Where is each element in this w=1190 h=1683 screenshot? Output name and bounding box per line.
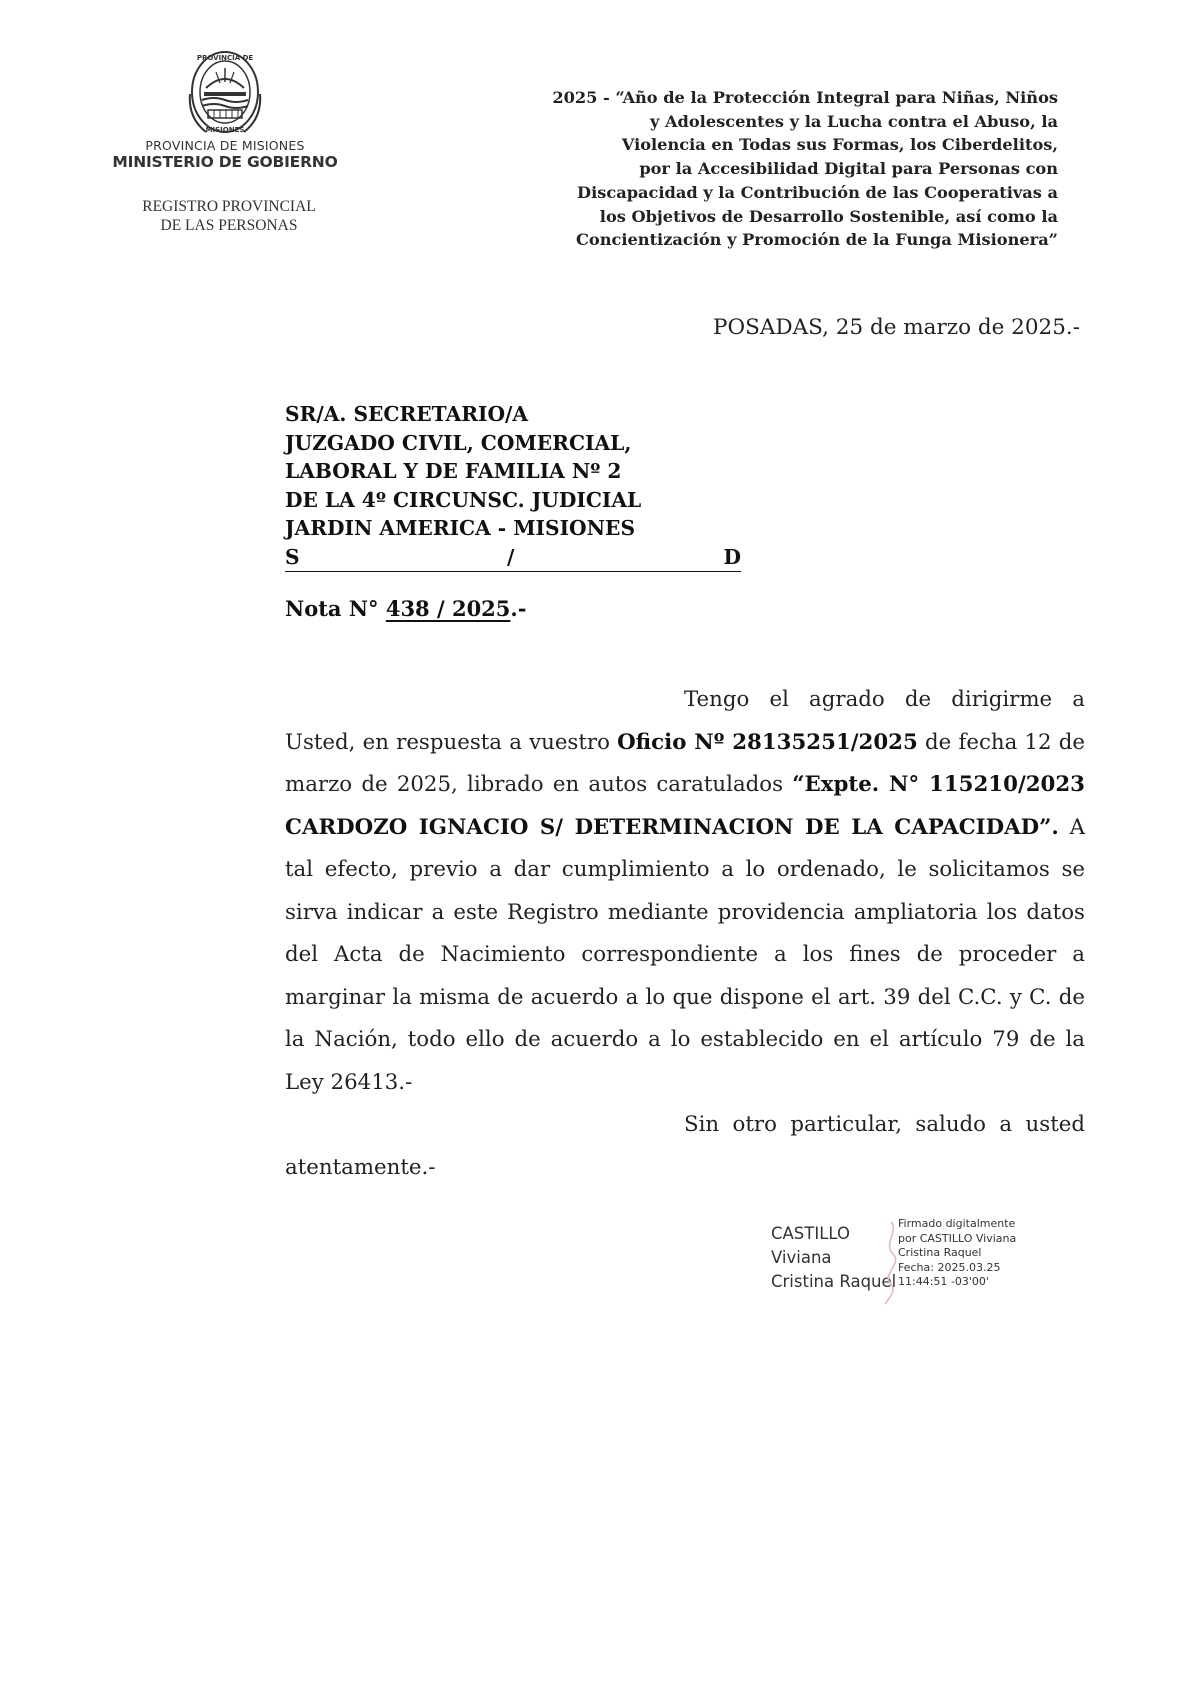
note-suffix: .- [510, 596, 527, 621]
sd-s: S [285, 544, 300, 569]
letter-date: POSADAS, 25 de marzo de 2025.- [713, 315, 1080, 340]
signature-details [898, 1217, 1058, 1290]
ministry-name: MINISTERIO DE GOBIERNO [112, 153, 338, 171]
note-number [285, 596, 526, 621]
addressee-line: JARDIN AMERICA - MISIONES [285, 516, 636, 540]
motto-line: por la Accesibilidad Digital para Personas con [639, 159, 1058, 179]
letter-body [285, 679, 1085, 1189]
body-text: A tal efecto, previo a dar cumplimiento a lo ordenado, le solicitamos se sirva indicar a este Registro mediante providencia ampliatoria los datos del Acta de Nacimiento correspondiente a los fines de proceder a marginar la misma de acuerdo a lo que dispone el art. 39 del C.C. y C. de la Nación, todo ello de acuerdo a lo establecido en el artículo 79 de la Ley 26413.- [285, 814, 1085, 1095]
body-text: Tengo el agrado de dirigirme a Usted, en respuesta a vuestro [285, 687, 1085, 755]
motto-line: 2025 - “Año de la Protección Integral para Niñas, Niños [552, 88, 1058, 107]
motto-line: Discapacidad y la Contribución de las Cooperativas a [577, 182, 1058, 202]
addressee-block [285, 400, 745, 572]
registry-name-line2: DE LAS PERSONAS [160, 217, 298, 234]
emblem-top-text: PROVINCIA DE [196, 54, 254, 62]
year-motto [438, 86, 1058, 252]
addressee-line: SR/A. SECRETARIO/A [285, 402, 529, 426]
motto-line: los Objetivos de Desarrollo Sostenible, así como la [599, 206, 1058, 226]
sd-slash: / [507, 544, 515, 569]
body-text: de fecha 12 de marzo de 2025, librado en autos caratulados [285, 729, 1086, 797]
signature-detail-line: Fecha: 2025.03.25 [898, 1260, 1001, 1274]
motto-line: y Adolescentes y la Lucha contra el Abuso, la [649, 111, 1058, 131]
closing-paragraph: Sin otro particular, saludo a usted atentamente.- [285, 1112, 1085, 1180]
motto-line: Concientización y Promoción de la Funga Misionera” [576, 230, 1058, 250]
addressee-line: DE LA 4º CIRCUNSC. JUDICIAL [285, 487, 642, 512]
body-paragraph [285, 679, 1085, 1104]
signer-name-line: Cristina Raquel [771, 1272, 897, 1291]
note-label: Nota N° [285, 596, 379, 621]
signature-detail-line: Cristina Raquel [898, 1246, 982, 1259]
oficio-reference: Oficio Nº 28135251/2025 [617, 729, 918, 755]
registry-name-line1: REGISTRO PROVINCIAL [142, 198, 316, 215]
signer-name-line: Viviana [771, 1248, 832, 1267]
signer-name-line: CASTILLO [771, 1224, 851, 1243]
note-number-value: 438 / 2025 [385, 596, 511, 621]
addressee-line: LABORAL Y DE FAMILIA Nº 2 [285, 459, 622, 483]
signature-detail-line: por CASTILLO Viviana [898, 1231, 1017, 1245]
province-coat-of-arms-icon [186, 48, 264, 140]
sd-line [285, 543, 741, 573]
signature-detail-line: Firmado digitalmente [898, 1217, 1016, 1230]
signature-detail-line: 11:44:51 -03'00' [898, 1275, 989, 1288]
motto-line: Violencia en Todas sus Formas, los Ciberdelitos, [621, 135, 1058, 155]
addressee-line: JUZGADO CIVIL, COMERCIAL, [285, 430, 632, 455]
sd-d: D [723, 544, 741, 569]
province-name: PROVINCIA DE MISIONES [145, 138, 305, 153]
emblem-bottom-text: MISIONES [205, 126, 245, 134]
case-reference: “Expte. N° 115210/2023 CARDOZO IGNACIO S/ DETERMINACION DE LA CAPACIDAD”. [285, 772, 1085, 840]
